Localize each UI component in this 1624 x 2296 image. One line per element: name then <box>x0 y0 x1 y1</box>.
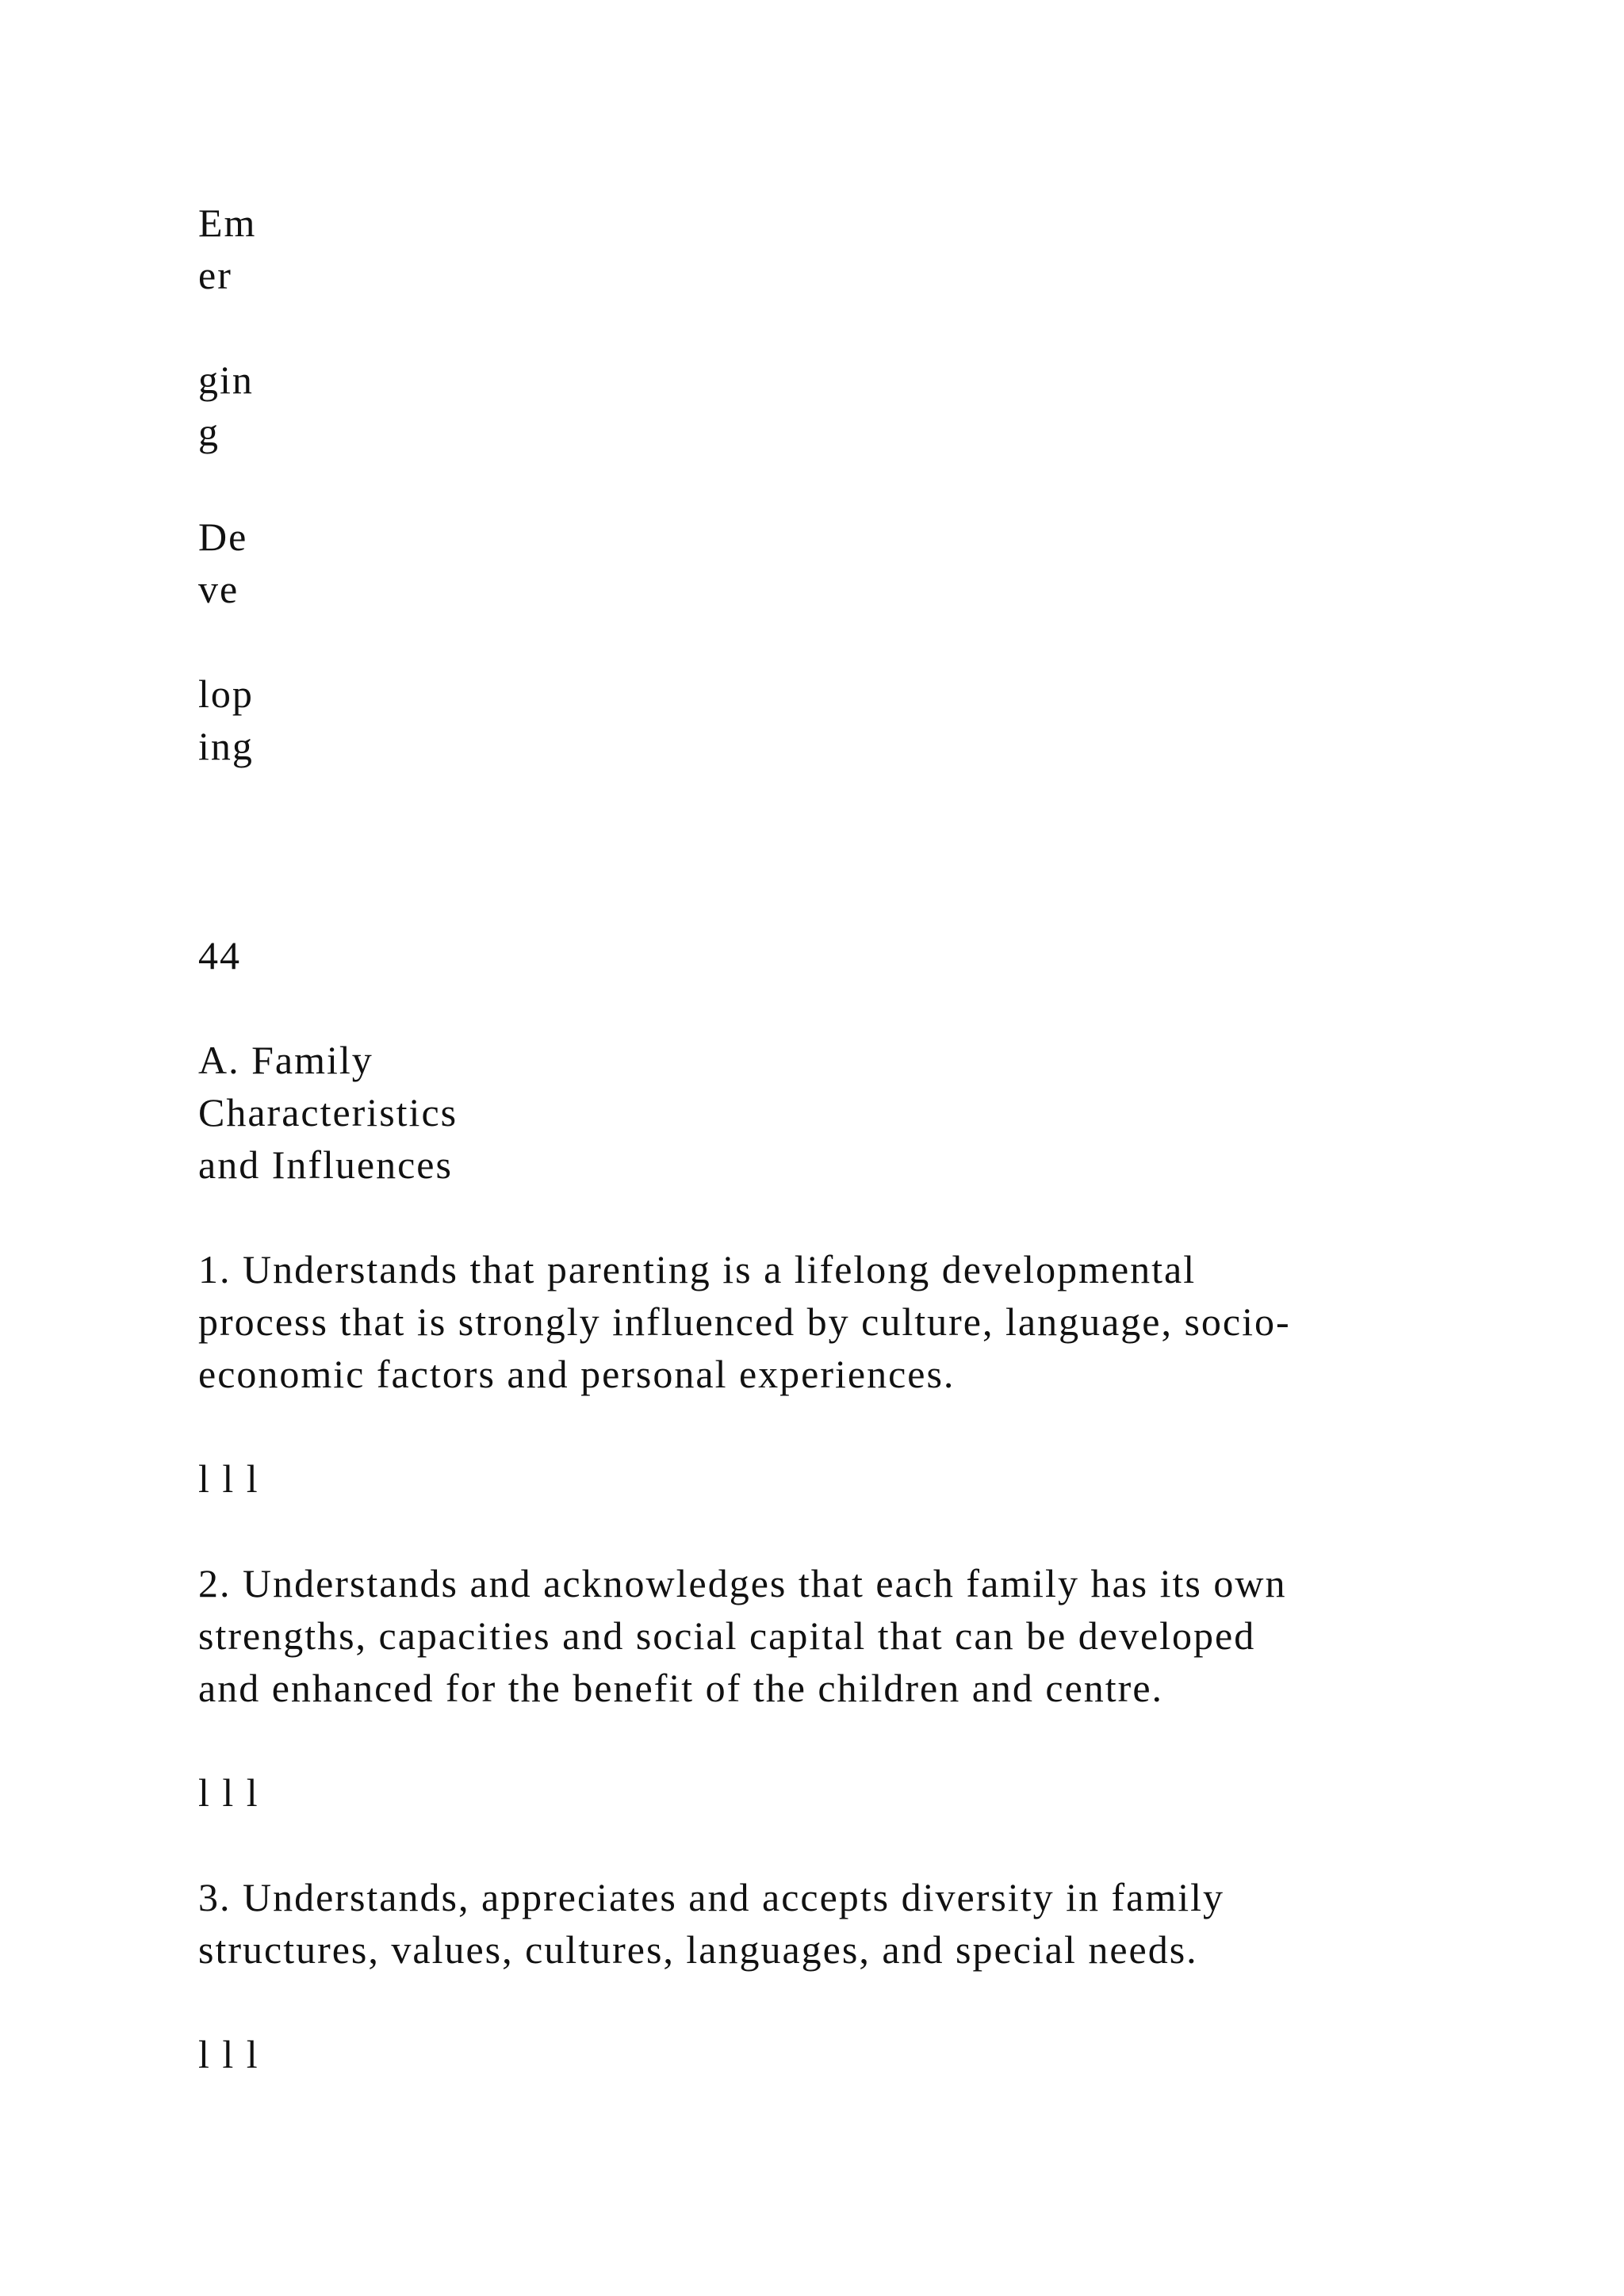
item-1-line-2: process that is strongly influenced by culture, language, socio- <box>198 1299 1291 1344</box>
fragment-de: De <box>198 515 248 559</box>
item-2-line-1: 2. Understands and acknowledges that each family has its own <box>198 1561 1287 1605</box>
page-number: 44 <box>198 933 241 978</box>
fragment-g: g <box>198 410 220 454</box>
fragment-em: Em <box>198 201 257 245</box>
section-heading-line-1: A. Family <box>198 1038 373 1082</box>
fragment-ve: ve <box>198 567 239 611</box>
item-1-line-1: 1. Understands that parenting is a lifelong developmental <box>198 1247 1197 1292</box>
section-heading-line-3: and Influences <box>198 1142 453 1187</box>
item-2-line-3: and enhanced for the benefit of the children and centre. <box>198 1666 1164 1710</box>
fragment-er: er <box>198 253 232 297</box>
item-3-line-1: 3. Understands, appreciates and accepts diversity in family <box>198 1875 1225 1919</box>
fragment-ing: ing <box>198 724 254 768</box>
item-2-rating: l l l <box>198 1770 259 1815</box>
item-2-line-2: strengths, capacities and social capital that can be developed <box>198 1613 1256 1658</box>
item-3-line-2: structures, values, cultures, languages, and special needs. <box>198 1927 1198 1972</box>
fragment-lop: lop <box>198 672 254 716</box>
section-heading-line-2: Characteristics <box>198 1090 458 1135</box>
item-1-rating: l l l <box>198 1456 259 1501</box>
fragment-gin: gin <box>198 358 254 402</box>
item-1-line-3: economic factors and personal experiences. <box>198 1352 956 1396</box>
item-3-rating: l l l <box>198 2032 259 2076</box>
